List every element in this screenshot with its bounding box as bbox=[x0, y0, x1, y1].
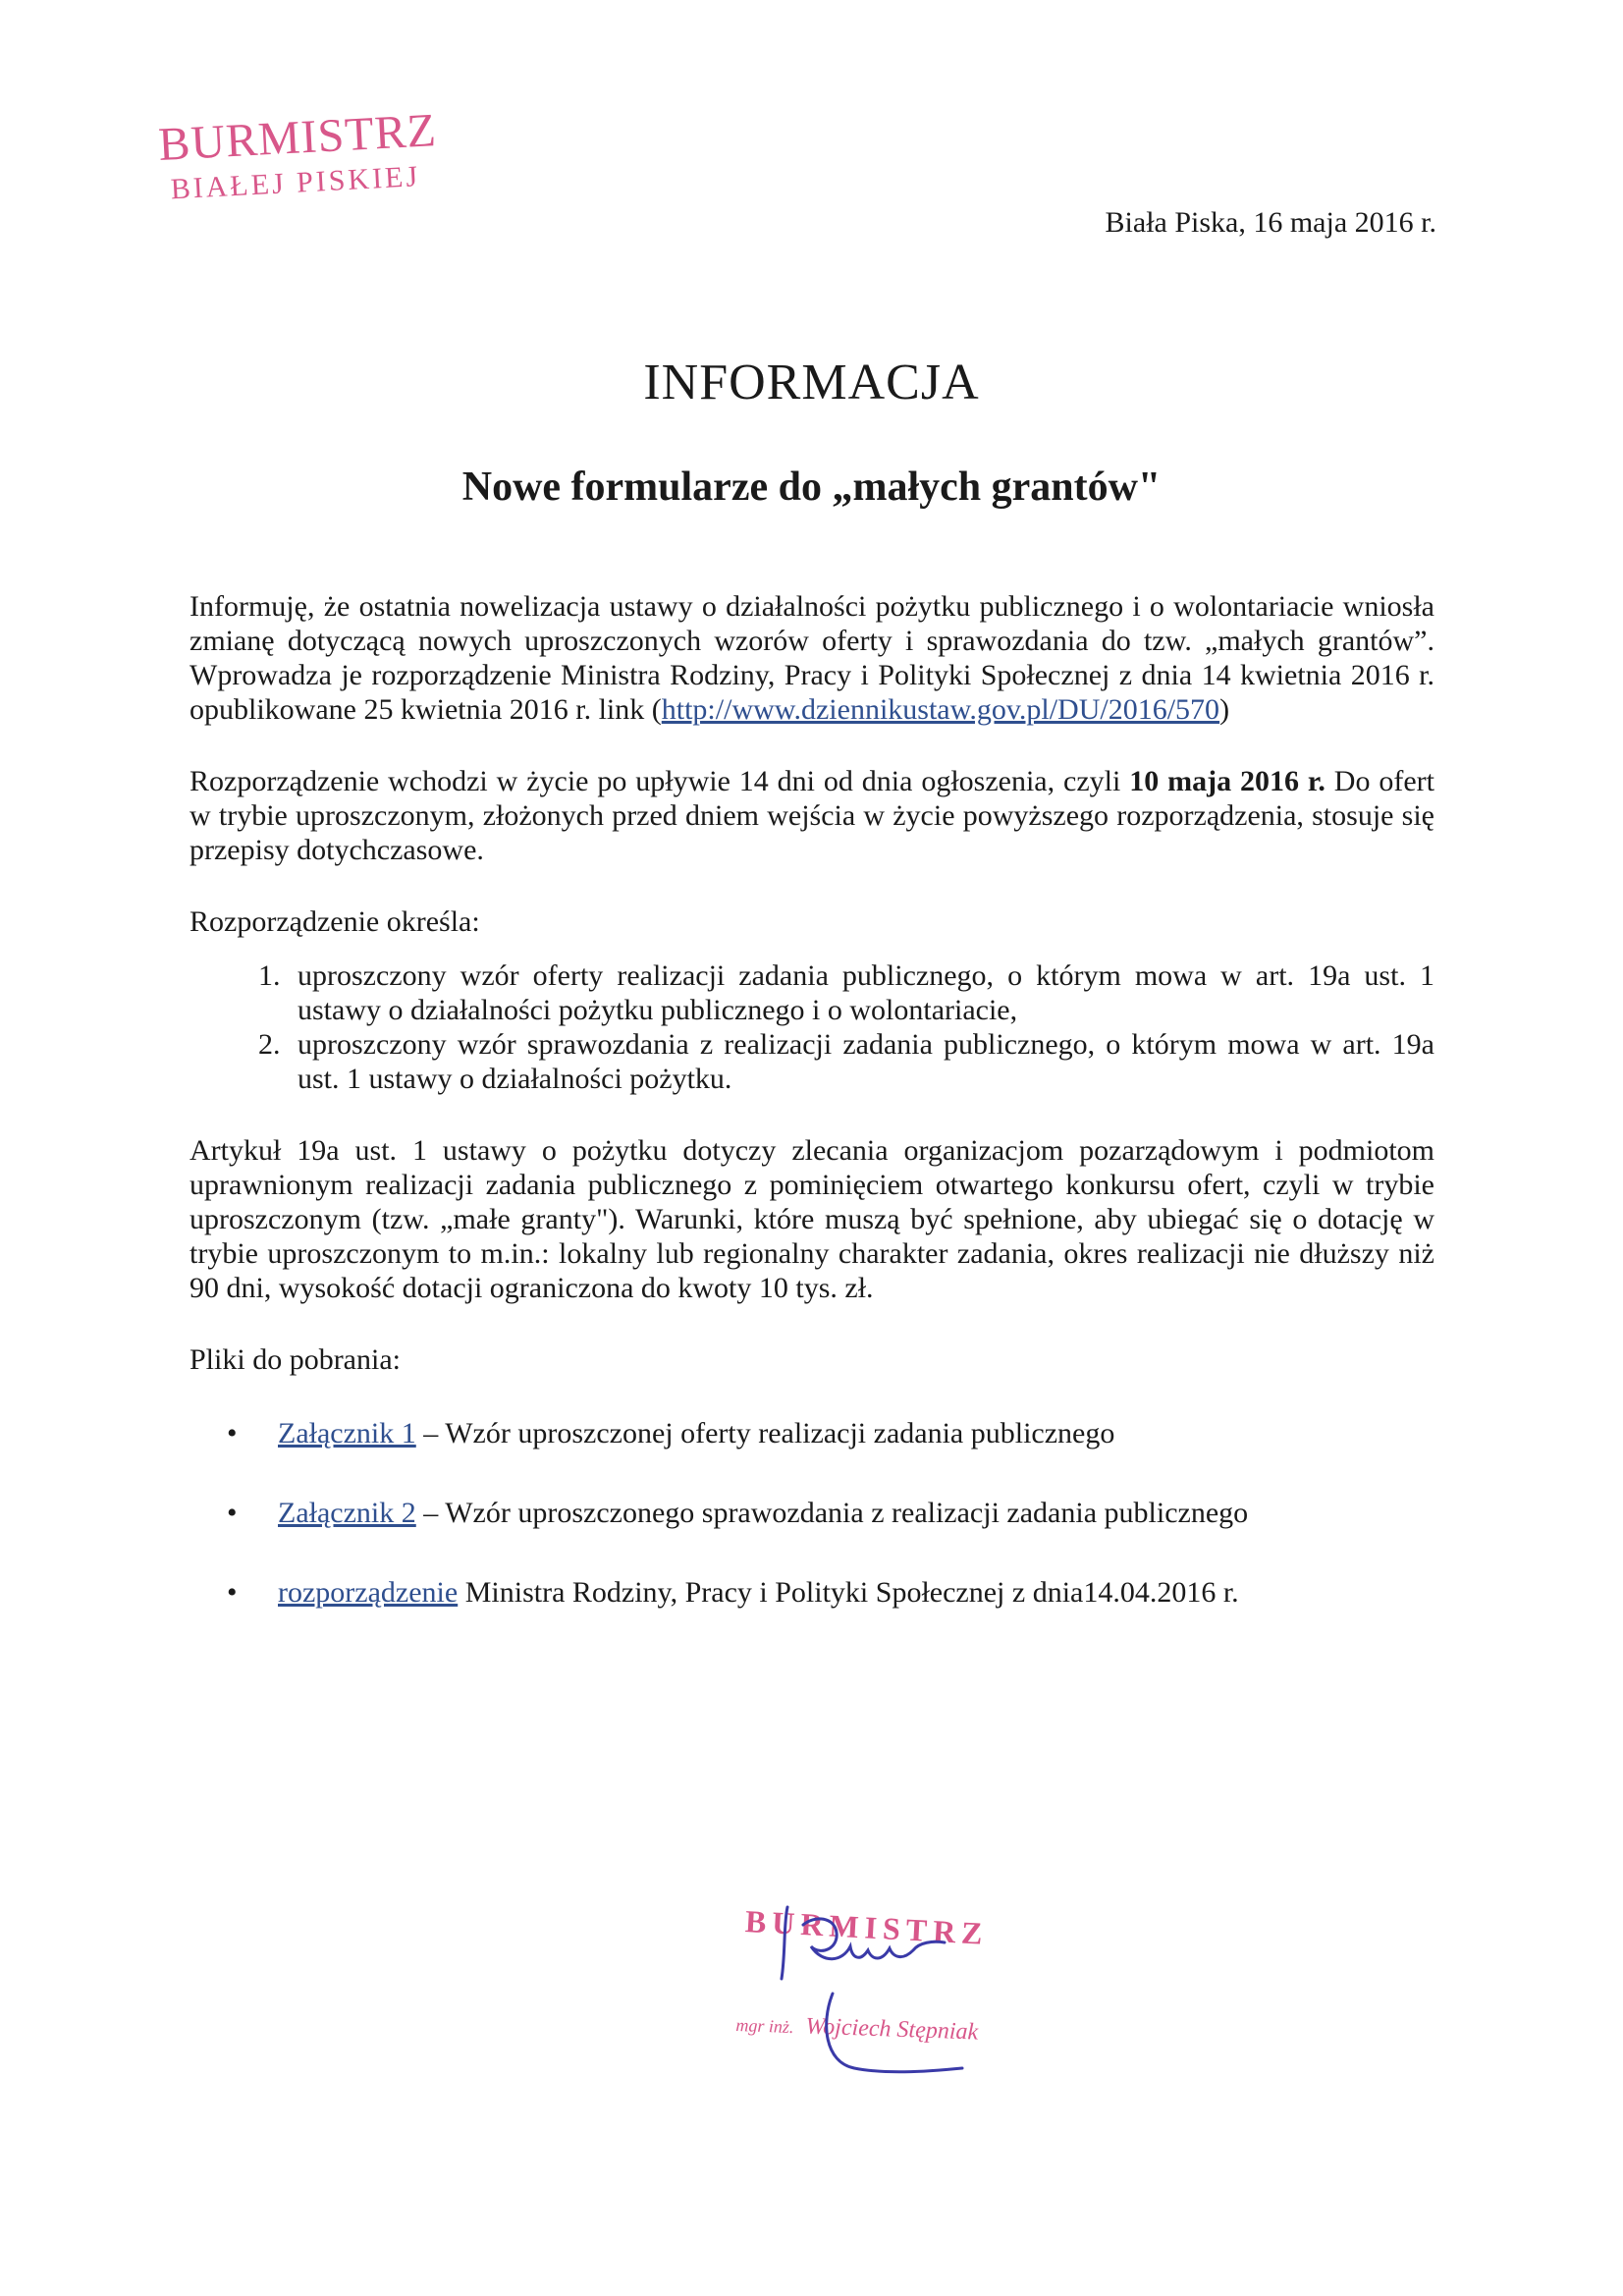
stamp-line-burmistrz: BURMISTRZ bbox=[157, 104, 439, 171]
download-item-text: – Wzór uproszczonego sprawozdania z realizacji zadania publicznego bbox=[415, 1497, 1249, 1529]
signature-name: Wojciech Stępniak bbox=[805, 2013, 979, 2046]
bullet-icon: • bbox=[227, 1576, 238, 1609]
signature-prefix: mgr inż. bbox=[735, 2014, 794, 2038]
download-item bbox=[227, 1575, 1434, 1610]
downloads-list bbox=[189, 1416, 1434, 1610]
document-body bbox=[189, 589, 1434, 1655]
handwritten-signature-icon bbox=[727, 1886, 1100, 2121]
paragraph-effective-pre: Rozporządzenie wchodzi w życie po upływie 14 dni od dnia ogłoszenia, czyli bbox=[189, 765, 1130, 797]
stamp-line-town: BIAŁEJ PISKIEJ bbox=[169, 160, 421, 206]
regulation-item: 2. uproszczony wzór sprawozdania z realizacji zadania publicznego, o którym mowa w art. 19a ust. 1 ustawy o działalności pożytku. bbox=[288, 1027, 1434, 1096]
document-subtitle: Nowe formularze do „małych grantów" bbox=[461, 465, 1162, 510]
bullet-icon: • bbox=[227, 1497, 238, 1529]
document-date: Biała Piska, 16 maja 2016 r. bbox=[1105, 206, 1436, 239]
download-item-text: – Wzór uproszczonej oferty realizacji zadania publicznego bbox=[415, 1417, 1115, 1449]
attachment-2-link[interactable]: Załącznik 2 bbox=[278, 1497, 416, 1529]
dziennik-ustaw-link[interactable]: http://www.dziennikustaw.gov.pl/DU/2016/570 bbox=[661, 693, 1220, 726]
download-item bbox=[227, 1496, 1434, 1530]
bullet-icon: • bbox=[227, 1417, 238, 1449]
attachment-1-link[interactable]: Załącznik 1 bbox=[278, 1417, 416, 1449]
document-title: INFORMACJA bbox=[643, 355, 980, 410]
paragraph-article-19a: Artykuł 19a ust. 1 ustawy o pożytku dotyczy zlecania organizacjom pozarządowym i podmiotom uprawnionym realizacji zadania publicznego z pominięciem otwartego konkursu ofert, czyli w trybie uproszczonym (tzw. „małe granty"). Warunki, które muszą być spełnione, aby ubiegać się o dotację w trybie uproszczonym to m.in.: lokalny lub regionalny charakter zadania, okres realizacji nie dłuższy niż 90 dni, wysokość dotacji ograniczona do kwoty 10 tys. zł. bbox=[189, 1134, 1434, 1304]
paragraph-effective-date bbox=[189, 764, 1434, 867]
downloads-label: Pliki do pobrania: bbox=[189, 1343, 401, 1376]
signature-stamp bbox=[727, 1886, 1100, 2121]
signature-stamp-title: BURMISTRZ bbox=[744, 1903, 990, 1951]
paragraph-regulation-defines: Rozporządzenie określa: bbox=[189, 905, 480, 938]
regulation-item: 1. uproszczony wzór oferty realizacji zadania publicznego, o którym mowa w art. 19a ust. 1 ustawy o działalności pożytku publicznego i o wolontariacie, bbox=[288, 958, 1434, 1027]
header-stamp bbox=[157, 101, 477, 236]
regulation-link[interactable]: rozporządzenie bbox=[278, 1576, 459, 1609]
effective-date-bold: 10 maja 2016 r. bbox=[1129, 765, 1325, 797]
regulation-list bbox=[189, 958, 1434, 1096]
paragraph-intro-text: Informuję, że ostatnia nowelizacja ustawy o działalności pożytku publicznego i o wolontariacie wniosła zmianę dotyczącą nowych uproszczonych wzorów oferty i sprawozdania do tzw. „małych grantów”. Wprowadza je rozporządzenie Ministra Rodziny, Pracy i Polityki Społecznej z dnia 14 kwietnia 2016 r. opublikowane 25 kwietnia 2016 r. link ( bbox=[189, 590, 1434, 726]
paragraph-intro-suffix: ) bbox=[1219, 693, 1230, 726]
download-item-text: Ministra Rodziny, Pracy i Polityki Społecznej z dnia14.04.2016 r. bbox=[458, 1576, 1239, 1609]
download-item bbox=[227, 1416, 1434, 1450]
paragraph-effective-post: Do ofert w trybie uproszczonym, złożonych przed dniem wejścia w życie powyższego rozporządzenia, stosuje się przepisy dotychczasowe. bbox=[189, 765, 1434, 866]
paragraph-intro bbox=[189, 589, 1434, 727]
